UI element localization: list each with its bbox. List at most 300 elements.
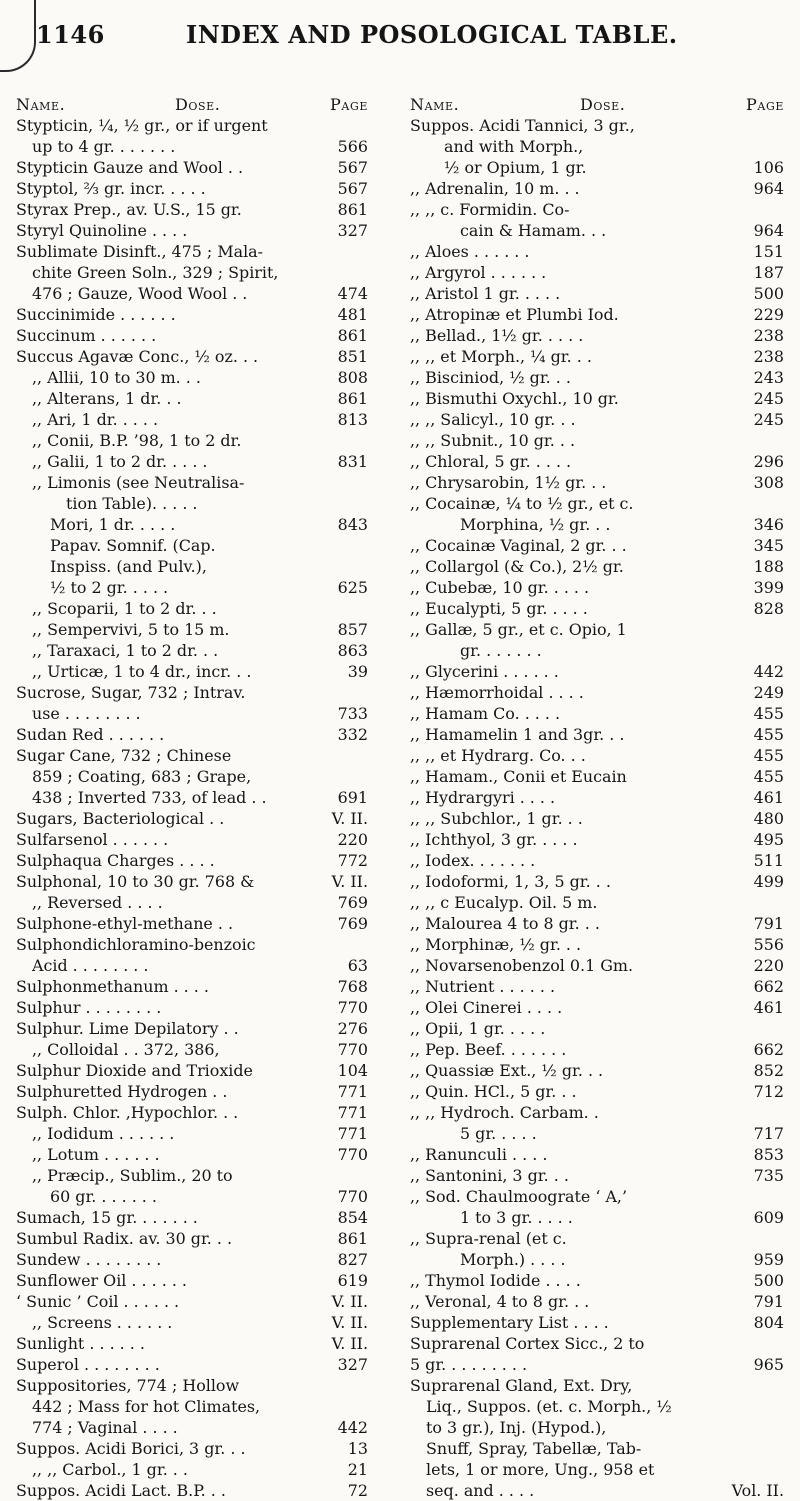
entry-text: lets, 1 or more, Ung., 958 et [426, 1460, 655, 1479]
entry-page: 327 [337, 1355, 368, 1374]
index-entry [16, 283, 368, 304]
index-entry [16, 1417, 368, 1438]
entry-text: ,, Nutrient . . . . . . [410, 977, 555, 996]
index-entry [16, 1123, 368, 1144]
entry-page: 625 [337, 578, 368, 597]
column-header [16, 94, 368, 115]
entry-text: Sumbul Radix. av. 30 gr. . . [16, 1229, 233, 1248]
index-entry [410, 241, 784, 262]
index-entry [410, 850, 784, 871]
index-entry [16, 787, 368, 808]
entry-page: 863 [337, 641, 368, 660]
entry-text: ,, Scoparii, 1 to 2 dr. . . [32, 599, 217, 618]
entry-page: 481 [337, 305, 368, 324]
entry-text: ,, Reversed . . . . [32, 893, 163, 912]
entry-text: ,, Præcip., Sublim., 20 to [32, 1166, 233, 1185]
entry-text: up to 4 gr. . . . . . . [32, 137, 176, 156]
index-entry [16, 598, 368, 619]
index-entry [410, 640, 784, 661]
entry-text: Sulphur . . . . . . . . [16, 998, 162, 1017]
entry-page: 500 [753, 284, 784, 303]
index-entry [410, 1312, 784, 1333]
index-entry [16, 808, 368, 829]
entry-text: Styrax Prep., av. U.S., 15 gr. [16, 200, 242, 219]
entry-page: V. II. [331, 1292, 368, 1311]
entry-text: ,, Malourea 4 to 8 gr. . . [410, 914, 600, 933]
entry-text: Sulphonal, 10 to 30 gr. 768 & [16, 872, 255, 891]
index-entry [16, 1144, 368, 1165]
index-entry [410, 577, 784, 598]
entry-page: 461 [753, 998, 784, 1017]
entry-page: 831 [337, 452, 368, 471]
index-entry [16, 115, 368, 136]
index-entry [16, 493, 368, 514]
entry-text: ,, Colloidal . . 372, 386, [32, 1040, 220, 1059]
entry-text: ,, ,, et Hydrarg. Co. . . [410, 746, 586, 765]
index-column-left [16, 94, 368, 1501]
column-header-name: Name. [16, 95, 66, 114]
index-entry [410, 1123, 784, 1144]
index-entry [410, 136, 784, 157]
entry-text: Stypticin, ¼, ½ gr., or if urgent [16, 116, 268, 135]
entry-page: 852 [753, 1061, 784, 1080]
entry-text: Mori, 1 dr. . . . . [50, 515, 176, 534]
entry-text: ,, Hamam Co. . . . . [410, 704, 561, 723]
entry-page [778, 1102, 784, 1123]
index-entry [16, 556, 368, 577]
entry-page [778, 136, 784, 157]
index-entry [410, 703, 784, 724]
entry-text: tion Table). . . . . [66, 494, 198, 513]
entry-text: Suppos. Acidi Borici, 3 gr. . . [16, 1439, 246, 1458]
entry-text: ,, ,, Carbol., 1 gr. . . [32, 1460, 188, 1479]
entry-page: 772 [337, 851, 368, 870]
entry-page [362, 430, 368, 451]
entry-text: Papav. Somnif. (Cap. [50, 536, 216, 555]
entry-page: 791 [753, 914, 784, 933]
entry-page: 769 [337, 893, 368, 912]
index-entry [16, 892, 368, 913]
column-header [410, 94, 784, 115]
entry-page: 345 [753, 536, 784, 555]
entry-text: Styptol, ⅔ gr. incr. . . . . [16, 179, 206, 198]
index-entry [410, 1228, 784, 1249]
entry-page: 455 [753, 767, 784, 786]
column-header-page: Page [330, 95, 368, 114]
index-entry [16, 1270, 368, 1291]
index-entry [410, 220, 784, 241]
entry-page [778, 115, 784, 136]
entry-page: 474 [337, 284, 368, 303]
index-entry [410, 619, 784, 640]
entry-text: Succus Agavæ Conc., ½ oz. . . [16, 347, 259, 366]
entry-text: Sulph. Chlor. ,Hypochlor. . . [16, 1103, 239, 1122]
entry-text: ,, ,, c Eucalyp. Oil. 5 m. [410, 893, 598, 912]
index-entry [410, 598, 784, 619]
entry-page [778, 1438, 784, 1459]
entry-page: 813 [337, 410, 368, 429]
entry-text: ,, Veronal, 4 to 8 gr. . . [410, 1292, 590, 1311]
index-entry [16, 1480, 368, 1501]
entry-page: 808 [337, 368, 368, 387]
index-entry [410, 682, 784, 703]
index-entry [410, 409, 784, 430]
entry-text: ,, Bellad., 1½ gr. . . . . [410, 326, 584, 345]
entry-page: 770 [337, 1187, 368, 1206]
column-header-dose: Dose. [579, 95, 626, 114]
entry-page: V. II. [331, 1334, 368, 1353]
entry-text: 5 gr. . . . . [460, 1124, 537, 1143]
entry-text: Sublimate Disinft., 475 ; Mala- [16, 242, 264, 261]
index-entry [16, 1186, 368, 1207]
entry-page: 455 [753, 704, 784, 723]
entry-page: 964 [753, 221, 784, 240]
entry-page: 556 [753, 935, 784, 954]
entry-text: ,, Ranunculi . . . . [410, 1145, 548, 1164]
entry-page: 854 [337, 1208, 368, 1227]
index-entry [16, 199, 368, 220]
index-entry [16, 430, 368, 451]
entry-text: ,, Iodex. . . . . . . [410, 851, 536, 870]
index-entry [16, 514, 368, 535]
index-entry [16, 640, 368, 661]
index-entry [16, 850, 368, 871]
entry-page: 804 [753, 1313, 784, 1332]
index-entry [410, 829, 784, 850]
entry-page: 39 [347, 662, 368, 681]
entry-page [362, 241, 368, 262]
entry-page: 72 [347, 1481, 368, 1500]
entry-text: Sunlight . . . . . . [16, 1334, 145, 1353]
entry-page: 768 [337, 977, 368, 996]
entry-text: ,, Eucalypti, 5 gr. . . . . [410, 599, 588, 618]
entry-text: Stypticin Gauze and Wool . . [16, 158, 243, 177]
entry-page [362, 472, 368, 493]
entry-page [778, 1018, 784, 1039]
entry-page: 712 [753, 1082, 784, 1101]
entry-text: 774 ; Vaginal . . . . [32, 1418, 178, 1437]
entry-text: to 3 gr.), Inj. (Hypod.), [426, 1418, 607, 1437]
index-entry [16, 577, 368, 598]
entry-text: ,, Galii, 1 to 2 dr. . . . . [32, 452, 208, 471]
entry-page: 567 [337, 179, 368, 198]
entry-page [778, 1228, 784, 1249]
entry-text: ,, Hamamelin 1 and 3gr. . . [410, 725, 625, 744]
index-entry [16, 262, 368, 283]
index-entry [16, 1165, 368, 1186]
column-header-dose: Dose. [174, 95, 221, 114]
index-entry [410, 1081, 784, 1102]
entry-text: Morph.) . . . . [460, 1250, 566, 1269]
entry-text: Styryl Quinoline . . . . [16, 221, 188, 240]
entry-page: 188 [753, 557, 784, 576]
index-entry [16, 1333, 368, 1354]
index-entry [16, 871, 368, 892]
entry-text: ,, ,, Salicyl., 10 gr. . . [410, 410, 576, 429]
entry-text: gr. . . . . . . [460, 641, 542, 660]
entry-text: ,, Cocainæ, ¼ to ½ gr., et c. [410, 494, 634, 513]
index-entry [410, 304, 784, 325]
entry-page: 827 [337, 1250, 368, 1269]
entry-page: 771 [337, 1082, 368, 1101]
entry-page: 187 [753, 263, 784, 282]
entry-text: Sumach, 15 gr. . . . . . . [16, 1208, 198, 1227]
entry-text: ,, Glycerini . . . . . . [410, 662, 559, 681]
entry-text: Sulphondichloramino-benzoic [16, 935, 256, 954]
entry-page [362, 598, 368, 619]
entry-page [778, 430, 784, 451]
entry-page: 308 [753, 473, 784, 492]
entry-text: ,, ,, et Morph., ¼ gr. . . [410, 347, 592, 366]
index-entry [410, 1186, 784, 1207]
entry-text: 60 gr. . . . . . . [50, 1187, 157, 1206]
entry-page: 861 [337, 389, 368, 408]
entry-page: 500 [753, 1271, 784, 1290]
index-entry [16, 1018, 368, 1039]
index-entry [410, 430, 784, 451]
entry-page [778, 640, 784, 661]
entry-page: 346 [753, 515, 784, 534]
index-entry [16, 976, 368, 997]
entry-text: Morphina, ½ gr. . . [460, 515, 611, 534]
entry-page [362, 745, 368, 766]
entry-text: ½ or Opium, 1 gr. [444, 158, 587, 177]
entry-page: Vol. II. [731, 1481, 784, 1500]
entry-text: ,, Hamam., Conii et Eucain [410, 767, 627, 786]
entry-text: ,, Limonis (see Neutralisa- [32, 473, 245, 492]
index-entry [16, 1081, 368, 1102]
entry-text: 5 gr. . . . . . . . . [410, 1355, 528, 1374]
entry-page: 769 [337, 914, 368, 933]
entry-page: 455 [753, 746, 784, 765]
index-entry [410, 1438, 784, 1459]
entry-text: Sugar Cane, 732 ; Chinese [16, 746, 232, 765]
index-entry [16, 1228, 368, 1249]
index-entry [410, 178, 784, 199]
index-entry [16, 997, 368, 1018]
entry-page: 735 [753, 1166, 784, 1185]
entry-text: 476 ; Gauze, Wood Wool . . [32, 284, 248, 303]
entry-text: Sundew . . . . . . . . [16, 1250, 162, 1269]
entry-page [362, 556, 368, 577]
index-entry [16, 1459, 368, 1480]
index-entry [410, 472, 784, 493]
entry-text: ,, Quin. HCl., 5 gr. . . [410, 1082, 577, 1101]
entry-page [362, 766, 368, 787]
page-title: INDEX AND POSOLOGICAL TABLE. [186, 20, 678, 49]
index-entry [16, 913, 368, 934]
index-entry [410, 1165, 784, 1186]
index-entry [410, 871, 784, 892]
index-entry [16, 829, 368, 850]
entry-page: 609 [753, 1208, 784, 1227]
column-header-page: Page [746, 95, 784, 114]
entry-text: ,, Urticæ, 1 to 4 dr., incr. . . [32, 662, 252, 681]
entry-text: ,, Collargol (& Co.), 2½ gr. [410, 557, 624, 576]
entry-text: Sulphaqua Charges . . . . [16, 851, 215, 870]
entry-text: ,, Ichthyol, 3 gr. . . . . [410, 830, 578, 849]
page-header [36, 18, 776, 64]
entry-text: Sugars, Bacteriological . . [16, 809, 225, 828]
index-entry [16, 346, 368, 367]
index-entry [410, 493, 784, 514]
entry-text: ,, Aristol 1 gr. . . . . [410, 284, 561, 303]
index-entry [410, 1249, 784, 1270]
entry-text: ,, Bismuthi Oxychl., 10 gr. [410, 389, 619, 408]
index-entry [410, 997, 784, 1018]
entry-page: 964 [753, 179, 784, 198]
entry-page: 828 [753, 599, 784, 618]
entry-text: Succinum . . . . . . [16, 326, 157, 345]
entry-text: ,, Adrenalin, 10 m. . . [410, 179, 580, 198]
entry-page: 229 [753, 305, 784, 324]
index-entry [16, 1354, 368, 1375]
entry-page: 861 [337, 200, 368, 219]
index-entry [410, 1018, 784, 1039]
entry-text: ,, Screens . . . . . . [32, 1313, 173, 1332]
index-entry [410, 1480, 784, 1501]
entry-page: 691 [337, 788, 368, 807]
index-entry [16, 241, 368, 262]
entry-page [778, 1333, 784, 1354]
entry-text: ,, Lotum . . . . . . [32, 1145, 160, 1164]
entry-text: ,, Olei Cinerei . . . . [410, 998, 563, 1017]
entry-text: ,, Conii, B.P. ’98, 1 to 2 dr. [32, 431, 242, 450]
entry-text: and with Morph., [444, 137, 584, 156]
entry-text: Suppos. Acidi Lact. B.P. . . [16, 1481, 226, 1500]
entry-page [778, 1459, 784, 1480]
page-number: 1146 [36, 20, 105, 49]
entry-text: Sulphur Dioxide and Trioxide [16, 1061, 253, 1080]
entry-text: ,, Cocainæ Vaginal, 2 gr. . . [410, 536, 627, 555]
entry-text: ,, Atropinæ et Plumbi Iod. [410, 305, 619, 324]
index-entry [410, 1417, 784, 1438]
index-entry [16, 1249, 368, 1270]
entry-text: ,, Taraxaci, 1 to 2 dr. . . [32, 641, 219, 660]
index-entry [410, 1060, 784, 1081]
entry-text: Suprarenal Cortex Sicc., 2 to [410, 1334, 645, 1353]
entry-text: Succinimide . . . . . . [16, 305, 176, 324]
index-entry [410, 1291, 784, 1312]
index-entry [410, 1354, 784, 1375]
index-entry [16, 703, 368, 724]
entry-page: 220 [337, 830, 368, 849]
index-entry [410, 367, 784, 388]
entry-text: ,, Santonini, 3 gr. . . [410, 1166, 569, 1185]
entry-page: 332 [337, 725, 368, 744]
entry-text: Acid . . . . . . . . [32, 956, 149, 975]
entry-text: ,, ,, Subnit., 10 gr. . . [410, 431, 576, 450]
index-entry [16, 472, 368, 493]
entry-page: 959 [753, 1250, 784, 1269]
entry-page: 791 [753, 1292, 784, 1311]
entry-text: chite Green Soln., 329 ; Spirit, [32, 263, 279, 282]
entry-text: Supplementary List . . . . [410, 1313, 609, 1332]
entry-text: ,, Hæmorrhoidal . . . . [410, 683, 584, 702]
entry-text: ,, Argyrol . . . . . . [410, 263, 547, 282]
entry-text: Sudan Red . . . . . . [16, 725, 165, 744]
index-entry [410, 451, 784, 472]
index-entry [410, 724, 784, 745]
entry-page: 495 [753, 830, 784, 849]
entry-page: 480 [753, 809, 784, 828]
index-entry [16, 934, 368, 955]
index-entry [16, 325, 368, 346]
entry-page: 151 [753, 242, 784, 261]
entry-page: 965 [753, 1355, 784, 1374]
entry-page: 249 [753, 683, 784, 702]
entry-text: ,, Bisciniod, ½ gr. . . [410, 368, 571, 387]
index-entry [410, 1459, 784, 1480]
entry-page: 461 [753, 788, 784, 807]
entry-page: 21 [347, 1460, 368, 1479]
entry-page: 733 [337, 704, 368, 723]
entry-text: ,, ,, c. Formidin. Co- [410, 200, 570, 219]
index-entry [16, 1060, 368, 1081]
index-entry [410, 766, 784, 787]
index-entry [410, 1102, 784, 1123]
index-entry [410, 283, 784, 304]
entry-page: 442 [337, 1418, 368, 1437]
entry-text: Suppos. Acidi Tannici, 3 gr., [410, 116, 635, 135]
entry-page: 245 [753, 410, 784, 429]
entry-text: seq. and . . . . [426, 1481, 535, 1500]
entry-text: ,, Chrysarobin, 1½ gr. . . [410, 473, 607, 492]
index-entry [410, 1039, 784, 1060]
entry-text: Superol . . . . . . . . [16, 1355, 160, 1374]
entry-page: 220 [753, 956, 784, 975]
entry-page [778, 493, 784, 514]
entry-text: cain & Hamam. . . [460, 221, 607, 240]
entry-text: ,, Iodoformi, 1, 3, 5 gr. . . [410, 872, 611, 891]
entry-page: 567 [337, 158, 368, 177]
index-entry [410, 325, 784, 346]
index-entry [16, 1102, 368, 1123]
entry-text: ,, Alterans, 1 dr. . . [32, 389, 182, 408]
index-entry [410, 514, 784, 535]
entry-text: ,, Chloral, 5 gr. . . . . [410, 452, 572, 471]
entry-text: Suppositories, 774 ; Hollow [16, 1376, 240, 1395]
index-entry [16, 745, 368, 766]
entry-text: Snuff, Spray, Tabellæ, Tab- [426, 1439, 642, 1458]
entry-text: 1 to 3 gr. . . . . [460, 1208, 573, 1227]
entry-text: 442 ; Mass for hot Climates, [32, 1397, 261, 1416]
index-column-right [410, 94, 784, 1501]
entry-page: 106 [753, 158, 784, 177]
entry-text: ,, Pep. Beef. . . . . . . [410, 1040, 567, 1059]
entry-page: 771 [337, 1124, 368, 1143]
entry-page: 243 [753, 368, 784, 387]
entry-text: Sulphur. Lime Depilatory . . [16, 1019, 239, 1038]
index-entry [410, 556, 784, 577]
index-entry [16, 157, 368, 178]
index-entry [410, 1270, 784, 1291]
entry-page [362, 262, 368, 283]
index-entry [16, 304, 368, 325]
entry-text: ,, ,, Hydroch. Carbam. . [410, 1103, 599, 1122]
entry-page: 442 [753, 662, 784, 681]
entry-text: 438 ; Inverted 733, of lead . . [32, 788, 267, 807]
entry-page: 662 [753, 1040, 784, 1059]
index-entry [16, 136, 368, 157]
entry-page: 851 [337, 347, 368, 366]
entry-text: ,, Supra-renal (et c. [410, 1229, 567, 1248]
index-entry [16, 388, 368, 409]
index-entry [16, 766, 368, 787]
index-entry [410, 934, 784, 955]
entry-page: 13 [347, 1439, 368, 1458]
entry-text: Suprarenal Gland, Ext. Dry, [410, 1376, 633, 1395]
